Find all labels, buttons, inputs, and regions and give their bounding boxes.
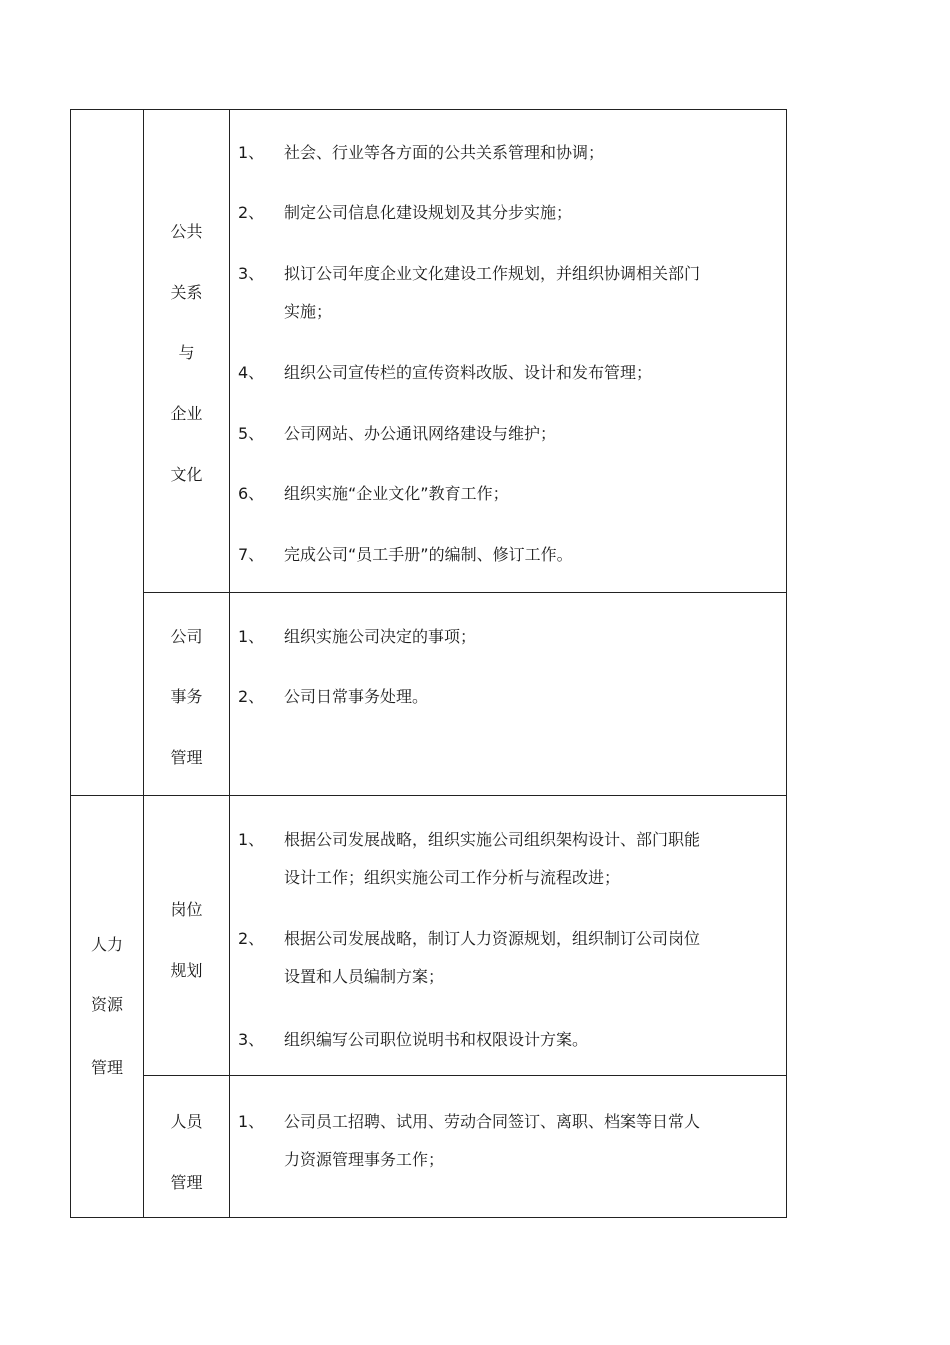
subcategory-label-line: 岗位 [170,900,203,919]
category-label-line: 资源 [90,995,123,1014]
duty-text: 组织编写公司职位说明书和权限设计方案。 [284,1030,589,1049]
duty-text: 社会、行业等各方面的公共关系管理和协调； [284,143,605,162]
duty-number: 4、 [238,363,265,382]
duty-number: 2、 [238,203,265,222]
duty-number: 6、 [238,484,265,503]
duty-text: 组织实施公司决定的事项； [284,627,477,646]
category-label-line: 管理 [90,1058,123,1077]
duty-text: 完成公司“员工手册”的编制、修订工作。 [284,545,573,564]
subcategory-label-line: 事务 [170,687,203,706]
duty-text: 制定公司信息化建设规划及其分步实施； [284,203,573,222]
duty-text: 根据公司发展战略，制订人力资源规划，组织制订公司岗位 [284,929,701,948]
subcategory-label-line: 与 [178,343,195,362]
duty-number: 3、 [238,264,265,283]
subcategory-cell-public-relations [143,109,230,593]
subcategory-label-line: 公共 [170,222,203,241]
subcategory-cell-personnel-management [143,1075,230,1218]
duty-number: 1、 [238,143,265,162]
duties-cell-company-affairs [229,592,787,796]
duty-number: 1、 [238,1112,265,1131]
duty-text: 根据公司发展战略，组织实施公司组织架构设计、部门职能 [284,830,701,849]
subcategory-label-line: 管理 [170,748,203,767]
duty-text: 拟订公司年度企业文化建设工作规划，并组织协调相关部门 [284,264,701,283]
duty-number: 2、 [238,687,265,706]
duty-number: 2、 [238,929,265,948]
category-label-line: 人力 [90,935,123,954]
duty-text-continued: 设计工作；组织实施公司工作分析与流程改进； [284,868,621,887]
duty-text-continued: 力资源管理事务工作； [284,1150,445,1169]
duty-text-continued: 实施； [284,302,333,321]
duty-text-continued: 设置和人员编制方案； [284,967,445,986]
duties-cell-position-planning [229,795,787,1076]
subcategory-label-line: 规划 [170,961,203,980]
duty-number: 3、 [238,1030,265,1049]
subcategory-label-line: 文化 [170,465,203,484]
duty-text: 公司网站、办公通讯网络建设与维护； [284,424,557,443]
subcategory-cell-position-planning [143,795,230,1076]
duties-cell-public-relations [229,109,787,593]
duty-text: 组织公司宣传栏的宣传资料改版、设计和发布管理； [284,363,653,382]
duty-number: 1、 [238,830,265,849]
duty-text: 公司日常事务处理。 [284,687,429,706]
category-cell-human-resources [70,795,144,1218]
duty-text: 公司员工招聘、试用、劳动合同签订、离职、档案等日常人 [284,1112,701,1131]
subcategory-cell-company-affairs [143,592,230,796]
subcategory-label-line: 企业 [170,404,203,423]
subcategory-label-line: 人员 [170,1112,203,1131]
duty-text: 组织实施“企业文化”教育工作； [284,484,509,503]
subcategory-label-line: 公司 [170,627,203,646]
subcategory-label-line: 管理 [170,1173,203,1192]
duty-number: 5、 [238,424,265,443]
subcategory-label-line: 关系 [170,283,203,302]
duties-cell-personnel-management [229,1075,787,1218]
duty-number: 7、 [238,545,265,564]
duty-number: 1、 [238,627,265,646]
category-cell-1 [70,109,144,796]
